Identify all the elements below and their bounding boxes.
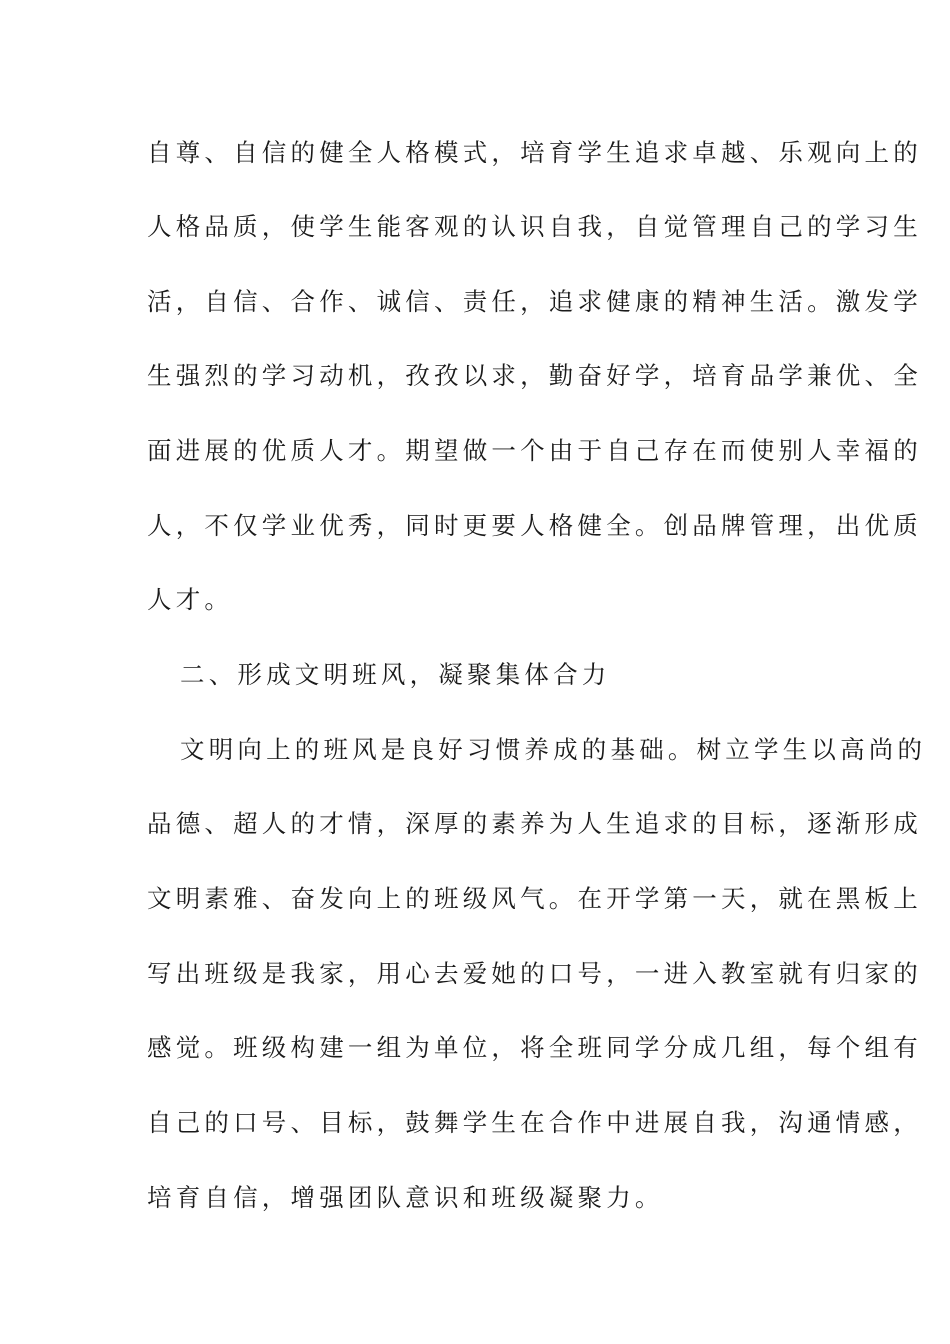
paragraph-line: 文明素雅、奋发向上的班级风气。在开学第一天，就在黑板上 (147, 884, 922, 913)
paragraph-line: 人格品质，使学生能客观的认识自我，自觉管理自己的学习生 (147, 212, 922, 241)
paragraph-line: 培育自信，增强团队意识和班级凝聚力。 (147, 1183, 664, 1212)
section-heading: 二、形成文明班风，凝聚集体合力 (180, 660, 611, 689)
paragraph-line: 活，自信、合作、诚信、责任，追求健康的精神生活。激发学 (147, 287, 922, 316)
paragraph-line: 写出班级是我家，用心去爱她的口号，一进入教室就有归家的 (147, 959, 922, 988)
paragraph-line: 生强烈的学习动机，孜孜以求，勤奋好学，培育品学兼优、全 (147, 361, 922, 390)
paragraph-line: 人，不仅学业优秀，同时更要人格健全。创品牌管理，出优质 (147, 511, 922, 540)
paragraph-line: 自尊、自信的健全人格模式，培育学生追求卓越、乐观向上的 (147, 138, 922, 167)
paragraph-line: 自己的口号、目标，鼓舞学生在合作中进展自我，沟通情感， (147, 1108, 922, 1137)
paragraph-line: 面进展的优质人才。期望做一个由于自己存在而使别人幸福的 (147, 436, 922, 465)
paragraph-line: 人才。 (147, 585, 234, 614)
paragraph-line: 品德、超人的才情，深厚的素养为人生追求的目标，逐渐形成 (147, 809, 922, 838)
paragraph-line: 文明向上的班风是良好习惯养成的基础。树立学生以高尚的 (180, 735, 927, 764)
paragraph-line: 感觉。班级构建一组为单位，将全班同学分成几组，每个组有 (147, 1033, 922, 1062)
